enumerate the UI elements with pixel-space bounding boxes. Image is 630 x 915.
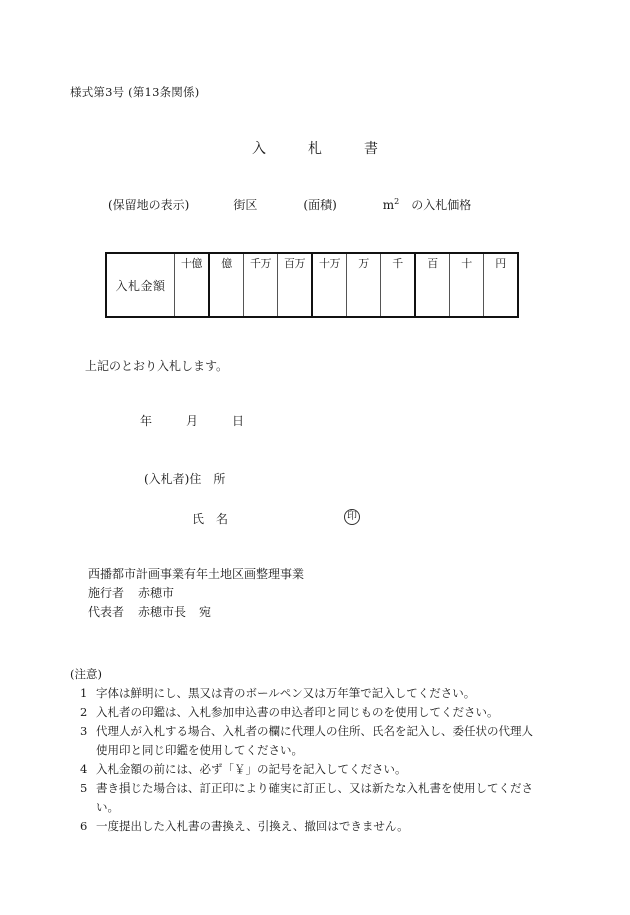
addressed-to-label: 宛 — [199, 605, 212, 619]
area-label: (面積) — [303, 198, 337, 212]
representative-line — [88, 603, 304, 622]
form-number: 様式第3号 (第13条関係) — [70, 85, 200, 99]
bid-amount-table — [105, 252, 519, 318]
unit-label-senman: 千万 — [250, 257, 271, 270]
note-item-5 — [70, 779, 570, 817]
unit-label-man: 万 — [358, 257, 369, 270]
note-text-5-line-2: い。 — [96, 800, 119, 814]
note-text-4: 入札金額の前には、必ず「￥」の記号を記入してください。 — [96, 762, 407, 776]
note-item-6 — [70, 817, 570, 836]
year-label: 年 — [140, 414, 153, 428]
unit-label-hyakuman: 百万 — [284, 257, 305, 270]
table-row — [106, 253, 518, 317]
note-item-4 — [70, 760, 570, 779]
amount-cell-en[interactable] — [484, 253, 519, 317]
amount-cell-hyaku[interactable] — [415, 253, 450, 317]
note-text-3-line-1: 代理人が入札する場合、入札者の欄に代理人の住所、氏名を記入し、委任状の代理人 — [96, 724, 533, 738]
project-name: 西播都市計画事業有年土地区画整理事業 — [88, 567, 305, 581]
unit-label-en: 円 — [495, 257, 506, 270]
note-number-5: 5 — [80, 781, 88, 795]
title-char-3: 書 — [364, 141, 378, 157]
executor-name: 赤穂市 — [138, 586, 175, 600]
seal-stamp-icon: 印 — [344, 509, 360, 525]
name-label-1: 氏 — [192, 512, 205, 526]
page-title — [0, 138, 630, 158]
amount-cell-ju[interactable] — [450, 253, 484, 317]
bidder-address-line — [144, 470, 225, 487]
notes-heading: (注意) — [70, 667, 102, 681]
date-line — [140, 412, 244, 429]
address-label-2: 所 — [213, 472, 226, 486]
note-text-5-line-1: 書き損じた場合は、訂正印により確実に訂正し、又は新たな入札書を使用してくださ — [96, 781, 533, 795]
note-item-3 — [70, 722, 570, 760]
area-unit-label: $m^2$ — [382, 197, 400, 212]
amount-cell-juman[interactable] — [312, 253, 347, 317]
note-text-6: 一度提出した入札書の書換え、引換え、撤回はできません。 — [96, 819, 409, 833]
amount-cell-10oku[interactable] — [175, 253, 210, 317]
note-text-3 — [96, 722, 570, 760]
subject-line — [108, 196, 471, 213]
unit-label-ju: 十 — [461, 257, 472, 270]
amount-cell-sen[interactable] — [381, 253, 416, 317]
addressee-block — [88, 565, 304, 622]
declaration-text: 上記のとおり入札します。 — [85, 359, 229, 373]
note-text-1: 字体は鮮明にし、黒又は青のボールペン又は万年筆で記入してください。 — [96, 686, 476, 700]
note-number-4: 4 — [80, 762, 88, 776]
unit-label-juman: 十万 — [319, 257, 340, 270]
unit-label-oku: 億 — [221, 257, 232, 270]
amount-cell-senman[interactable] — [244, 253, 278, 317]
executor-label: 施行者 — [88, 586, 125, 600]
amount-cell-man[interactable] — [347, 253, 381, 317]
note-text-5 — [96, 779, 570, 817]
note-item-2 — [70, 703, 570, 722]
address-label-1: 住 — [189, 472, 202, 486]
note-number-1: 1 — [80, 686, 88, 700]
note-number-6: 6 — [80, 819, 88, 833]
reserved-land-label: (保留地の表示) — [108, 198, 190, 212]
note-number-2: 2 — [80, 705, 88, 719]
month-label: 月 — [186, 414, 199, 428]
note-text-2: 入札者の印鑑は、入札参加申込書の申込者印と同じものを使用してください。 — [96, 705, 499, 719]
note-item-1 — [70, 684, 570, 703]
title-char-1: 入 — [252, 141, 266, 157]
unit-label-10oku: 十億 — [181, 257, 202, 270]
block-label: 街区 — [233, 198, 258, 212]
executor-line — [88, 584, 304, 603]
name-label-2: 名 — [216, 512, 229, 526]
day-label: 日 — [232, 414, 245, 428]
amount-row-label: 入札金額 — [106, 253, 175, 317]
amount-cell-oku[interactable] — [209, 253, 244, 317]
bid-price-label: の入札価格 — [411, 198, 472, 212]
note-number-3: 3 — [80, 724, 88, 738]
representative-label: 代表者 — [88, 605, 125, 619]
title-char-2: 札 — [308, 141, 322, 157]
unit-label-hyaku: 百 — [427, 257, 438, 270]
bidder-prefix-label: (入札者) — [144, 472, 190, 486]
unit-label-sen: 千 — [392, 257, 403, 270]
bidder-name-line — [192, 509, 360, 527]
notes-section — [70, 665, 570, 836]
note-text-3-line-2: 使用印と同じ印鑑を使用してください。 — [96, 743, 303, 757]
representative-name: 赤穂市長 — [138, 605, 187, 619]
amount-cell-hyakuman[interactable] — [278, 253, 313, 317]
